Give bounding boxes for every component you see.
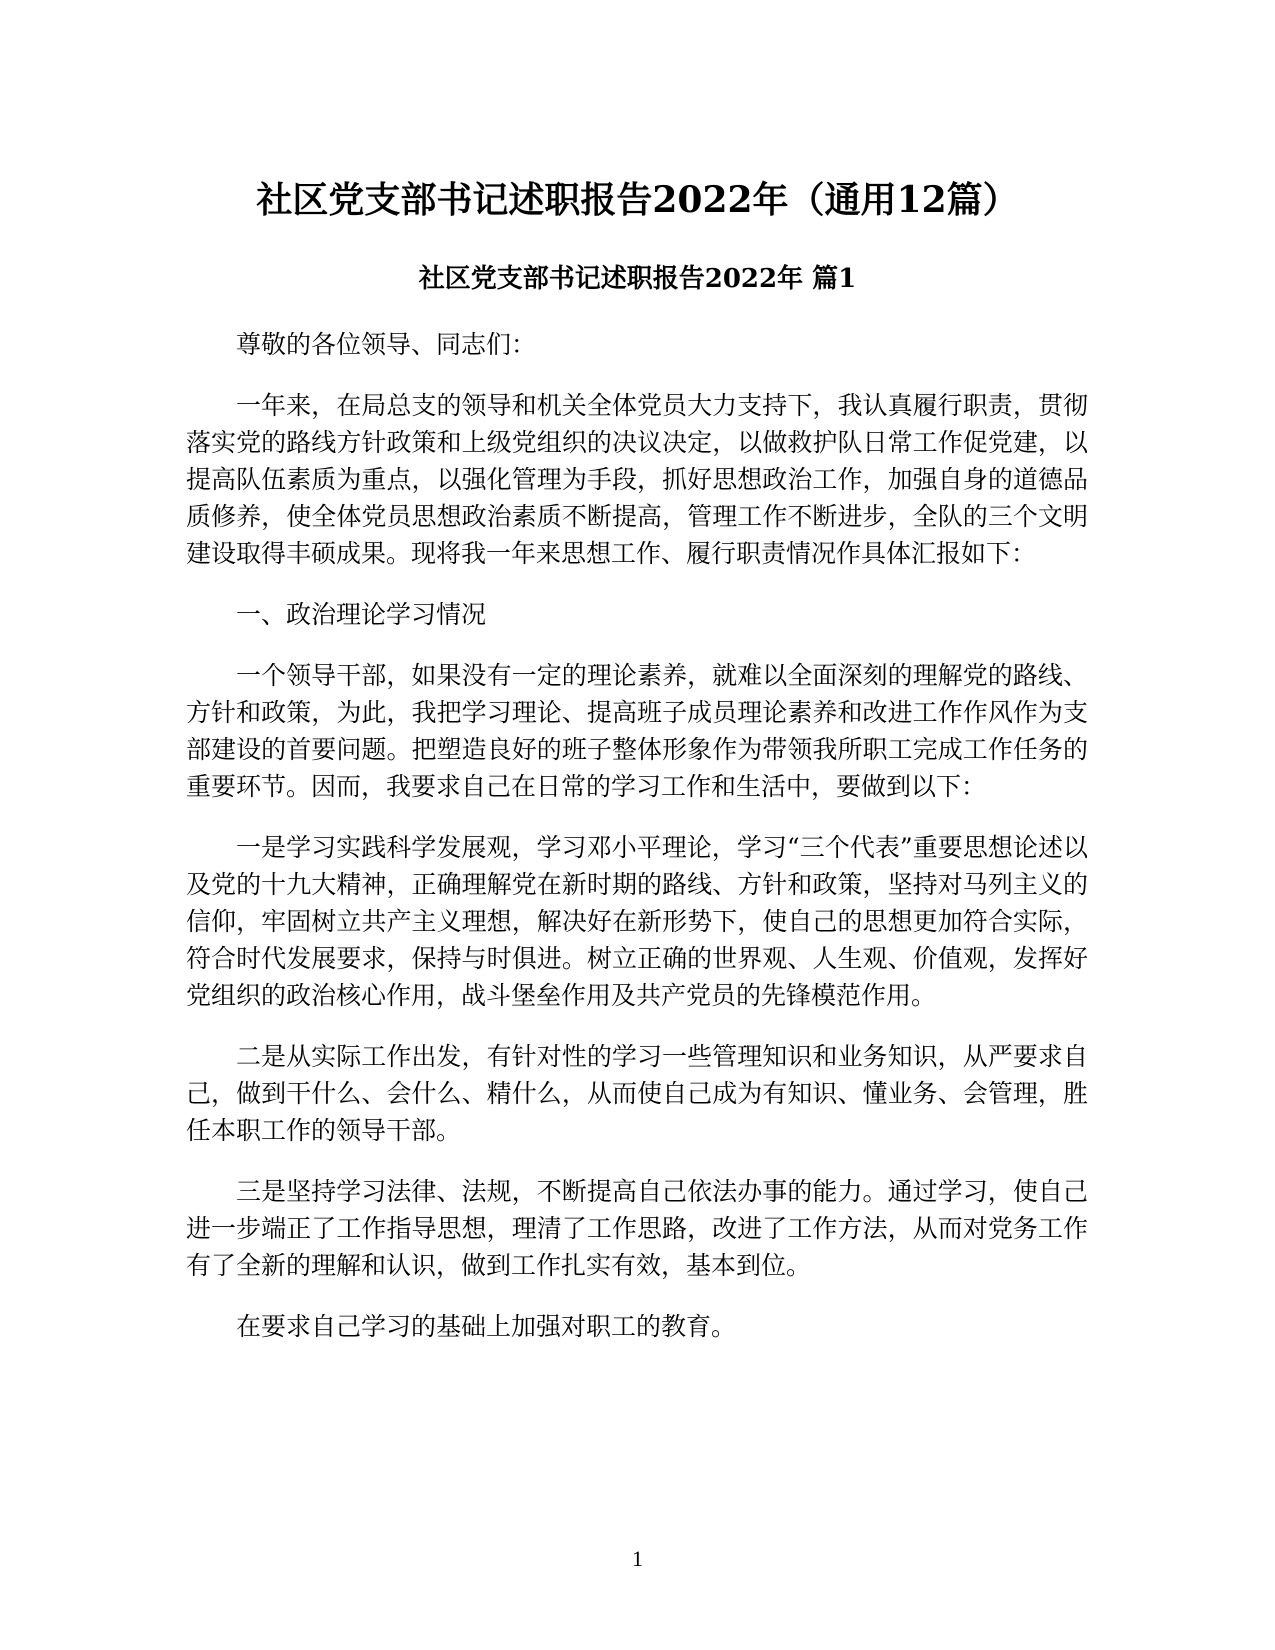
salutation-paragraph: 尊敬的各位领导、同志们： — [236, 330, 537, 359]
body-paragraph: 一年来，在局总支的领导和机关全体党员大力支持下，我认真履行职责，贯彻落实党的路线方针政策和上级党组织的决议决定，以做救护队日常工作促党建，以提高队伍素质为重点，以强化管理为手段，抓好思想政治工作，加强自身的道德品质修养，使全体党员思想政治素质不断提高，管理工作不断进步，全队的三个文明建设取得丰硕成果。现将我一年来思想工作、履行职责情况作具体汇报如下： — [186, 391, 1088, 568]
section-heading-paragraph: 一、政治理论学习情况 — [236, 600, 487, 629]
body-paragraph: 三是坚持学习法律、法规，不断提高自己依法办事的能力。通过学习，使自己进一步端正了工作指导思想，理清了工作思路，改进了工作方法，从而对党务工作有了全新的理解和认识，做到工作扎实有效，基本到位。 — [186, 1177, 1088, 1280]
section-heading: 社区党支部书记述职报告2022年 篇1 — [418, 264, 857, 294]
document-title: 社区党支部书记述职报告2022年（通用12篇） — [256, 179, 1019, 221]
body-paragraph: 在要求自己学习的基础上加强对职工的教育。 — [236, 1312, 737, 1341]
document-body — [186, 326, 1088, 1369]
body-paragraph: 一是学习实践科学发展观，学习邓小平理论，学习“三个代表”重要思想论述以及党的十九大精神，正确理解党在新时期的路线、方针和政策，坚持对马列主义的信仰，牢固树立共产主义理想，解决好在新形势下，使自己的思想更加符合实际，符合时代发展要求，保持与时俱进。树立正确的世界观、人生观、价值观，发挥好党组织的政治核心作用，战斗堡垒作用及共产党员的先锋模范作用。 — [186, 833, 1088, 1010]
body-paragraph: 二是从实际工作出发，有针对性的学习一些管理知识和业务知识，从严要求自己，做到干什么、会什么、精什么，从而使自己成为有知识、懂业务、会管理，胜任本职工作的领导干部。 — [186, 1042, 1088, 1145]
body-paragraph: 一个领导干部，如果没有一定的理论素养，就难以全面深刻的理解党的路线、方针和政策，为此，我把学习理论、提高班子成员理论素养和改进工作作风作为支部建设的首要问题。把塑造良好的班子整体形象作为带领我所职工完成工作任务的重要环节。因而，我要求自己在日常的学习工作和生活中，要做到以下： — [186, 661, 1088, 801]
page-number: 1 — [632, 1546, 643, 1571]
